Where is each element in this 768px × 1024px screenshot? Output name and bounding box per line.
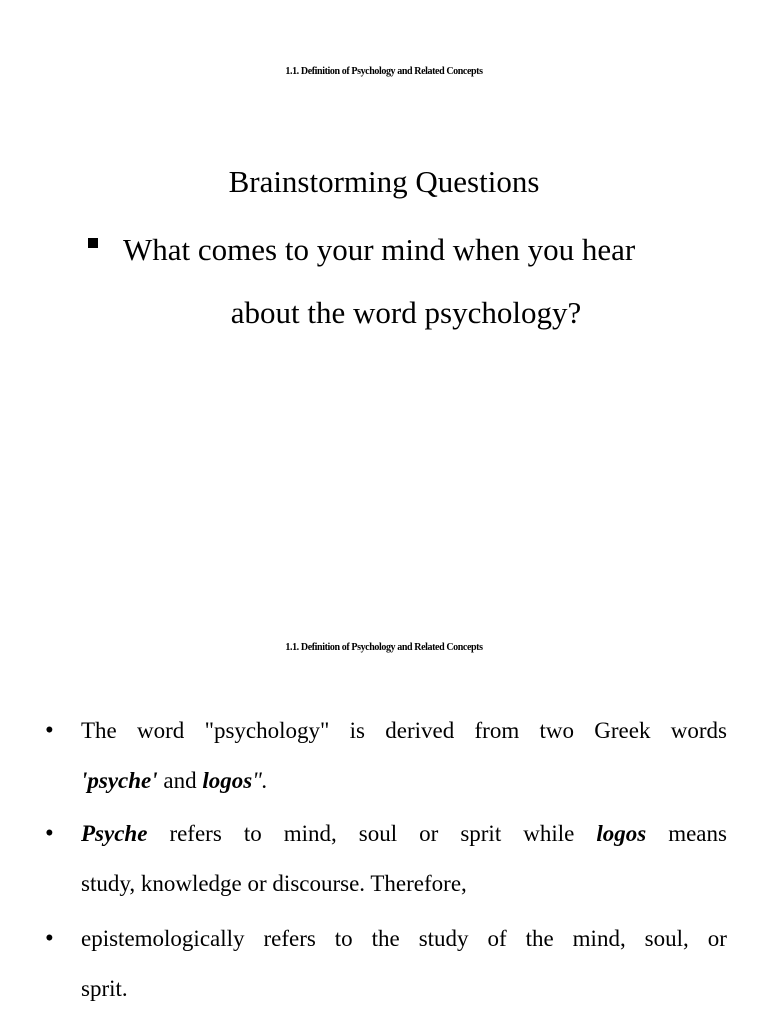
slide-definition <box>0 512 768 1024</box>
word: derived <box>385 718 455 743</box>
word: from <box>474 718 520 743</box>
square-bullet-icon <box>88 238 98 248</box>
point-3-line-1 <box>81 924 727 954</box>
word: The <box>81 718 117 743</box>
question-line-1: What comes to your mind when you hear <box>123 232 636 267</box>
word: words <box>670 718 727 743</box>
term-logos: logos <box>596 821 647 846</box>
word: soul, <box>644 926 689 951</box>
word: "psychology" <box>204 718 330 743</box>
word: means <box>668 821 727 846</box>
bullet-dot-icon: • <box>45 925 54 952</box>
point-1-line-2 <box>81 766 727 796</box>
word: mind, <box>283 821 337 846</box>
word: mind, <box>572 926 626 951</box>
term-psyche: 'psyche' <box>81 768 158 793</box>
word: to <box>334 926 353 951</box>
word: two <box>539 718 574 743</box>
point-3-line-2: sprit. <box>81 976 128 1001</box>
word: epistemologically <box>81 926 245 951</box>
word: refers <box>169 821 222 846</box>
word: or <box>707 926 727 951</box>
bullet-dot-icon: • <box>45 717 54 744</box>
slide-header: 1.1. Definition of Psychology and Related Concepts <box>285 642 483 653</box>
word: Greek <box>594 718 651 743</box>
question-line-2: about the word psychology? <box>230 295 582 330</box>
slide-heading: Brainstorming Questions <box>228 164 540 199</box>
word: of <box>487 926 507 951</box>
word: refers <box>263 926 316 951</box>
word: to <box>243 821 262 846</box>
word: or <box>419 821 439 846</box>
term-logos: logos <box>202 768 253 793</box>
word: the <box>371 926 400 951</box>
point-1-line-1 <box>81 716 727 746</box>
word: the <box>525 926 554 951</box>
point-2-line-2: study, knowledge or discourse. Therefore, <box>81 871 467 896</box>
word: is <box>349 718 366 743</box>
word: soul <box>358 821 398 846</box>
closing-quote: ". <box>252 768 268 793</box>
bullet-dot-icon: • <box>45 820 54 847</box>
word: and <box>163 768 197 793</box>
word: while <box>523 821 575 846</box>
point-2-line-1 <box>81 819 727 849</box>
term-psyche: Psyche <box>81 821 148 846</box>
word: word <box>137 718 185 743</box>
word: study <box>418 926 469 951</box>
slide-header: 1.1. Definition of Psychology and Related Concepts <box>285 66 483 77</box>
word: sprit <box>460 821 502 846</box>
